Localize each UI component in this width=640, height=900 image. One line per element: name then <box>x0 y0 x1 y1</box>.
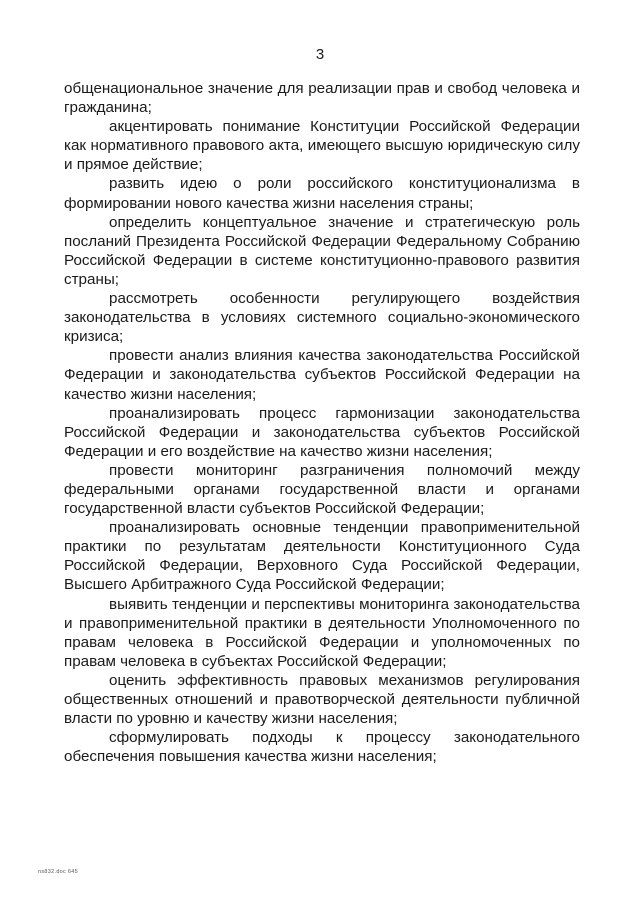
paragraph-8: провести мониторинг разграничения полномочий между федеральными органами государственной власти и органами государственной власти субъектов Российской Федерации; <box>64 461 580 518</box>
document-body <box>64 79 580 766</box>
paragraph-2: акцентировать понимание Конституции Российской Федерации как нормативного правового акта, имеющего высшую юридическую силу и прямое действие; <box>64 118 580 174</box>
paragraph-10: выявить тенденции и перспективы мониторинга законодательства и правоприменительной практики в деятельности Уполномоченного по правам человека в Российской Федерации и уполномоченных по правам человека в субъектах Российской Федерации; <box>64 595 580 670</box>
paragraph-7: проанализировать процесс гармонизации законодательства Российской Федерации и законодательства субъектов Российской Федерации и его воздействие на качество жизни населения; <box>64 404 580 460</box>
paragraph-3: развить идею о роли российского конституционализма в формировании нового качества жизни населения страны; <box>64 175 580 212</box>
paragraph-9: проанализировать основные тенденции правоприменительной практики по результатам деятельности Конституционного Суда Российской Федерации, Верховного Суда Российской Федерации, Высшего Арбитражного Суда Российской Федерации; <box>64 519 580 594</box>
paragraph-6: провести анализ влияния качества законодательства Российской Федерации и законодательства субъектов Российской Федерации на качество жизни населения; <box>64 347 580 403</box>
paragraph-1: общенациональное значение для реализации прав и свобод человека и гражданина; <box>64 80 580 117</box>
paragraph-4: определить концептуальное значение и стратегическую роль посланий Президента Российской Федерации Федеральному Собранию Российской Федерации в системе конституционно-правового развития страны; <box>64 213 580 288</box>
paragraph-11: оценить эффективность правовых механизмов регулирования общественных отношений и правотворческой деятельности публичной власти по уровню и качеству жизни населения; <box>64 671 580 728</box>
page-number: 3 <box>315 46 325 63</box>
paragraph-12: сформулировать подходы к процессу законодательного обеспечения повышения качества жизни населения; <box>64 729 580 766</box>
footer-document-code: ns832.doc 645 <box>38 869 78 875</box>
paragraph-5: рассмотреть особенности регулирующего воздействия законодательства в условиях системного социально-экономического кризиса; <box>64 290 580 346</box>
